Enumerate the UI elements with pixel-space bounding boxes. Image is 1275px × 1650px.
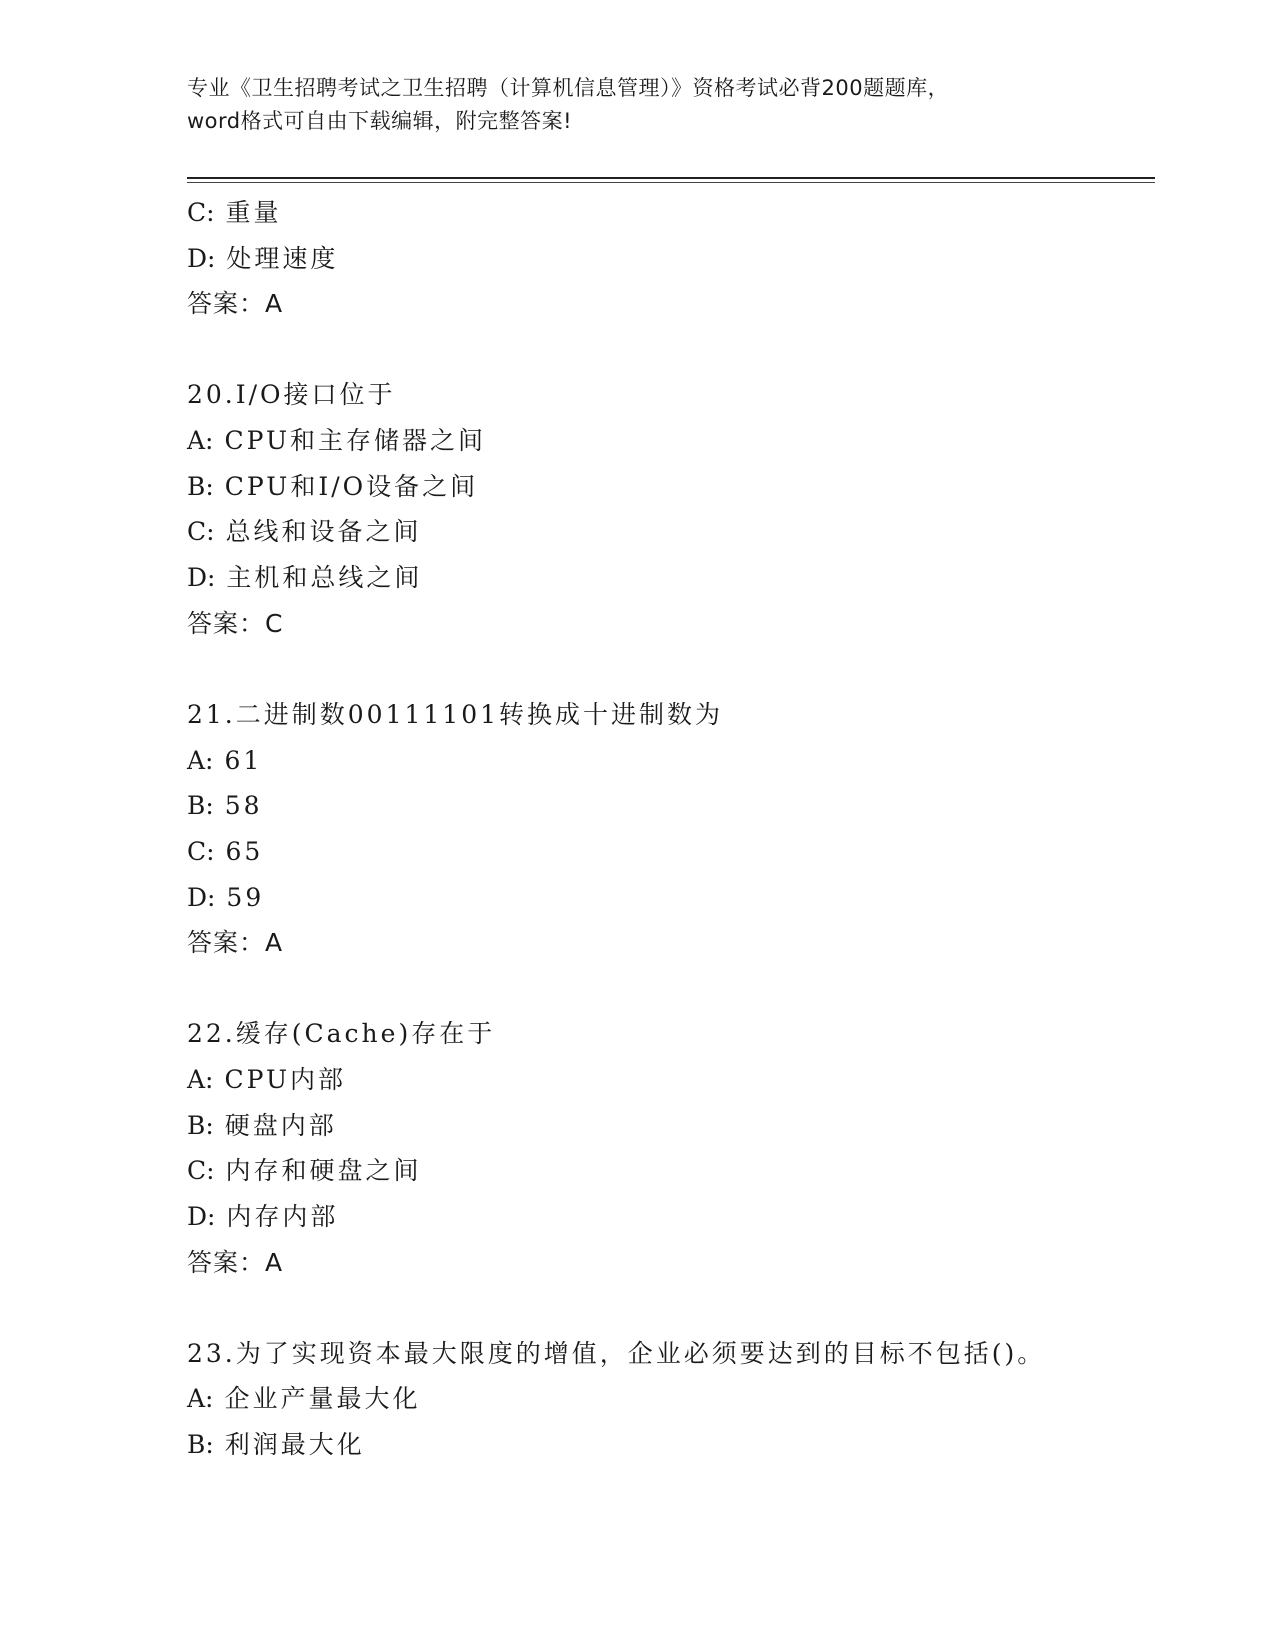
header-line-2: word格式可自由下载编辑，附完整答案!	[187, 109, 573, 133]
option-b	[187, 1103, 1155, 1149]
option-text: 主机和总线之间	[226, 563, 423, 593]
option-label: A:	[187, 745, 214, 775]
option-label: A:	[187, 426, 214, 456]
question-stem: 20.I/O接口位于	[187, 380, 396, 410]
spacer	[187, 327, 1155, 372]
option-label: B:	[187, 1430, 214, 1460]
option-c	[187, 829, 1155, 875]
question-stem: 22.缓存(Cache)存在于	[187, 1019, 496, 1049]
option-text: 59	[226, 882, 265, 912]
question-22	[187, 1011, 1155, 1285]
option-text: 58	[224, 791, 263, 821]
option-label: B:	[187, 471, 214, 501]
option-label: C:	[187, 198, 215, 227]
option-c	[187, 1148, 1155, 1194]
option-d	[187, 555, 1155, 601]
answer: 答案：A	[187, 289, 284, 319]
question-23	[187, 1331, 1155, 1468]
option-text: 企业产量最大化	[224, 1384, 421, 1414]
option-text: 内存内部	[226, 1202, 339, 1231]
option-text: 利润最大化	[224, 1430, 365, 1460]
option-text: 内存和硬盘之间	[225, 1156, 422, 1186]
option-d	[187, 1194, 1155, 1240]
option-text: 65	[225, 836, 264, 866]
option-a	[187, 418, 1155, 464]
option-label: B:	[187, 1110, 214, 1140]
header-rule-thick	[187, 177, 1155, 179]
option-c	[187, 509, 1155, 555]
option-a	[187, 1376, 1155, 1422]
option-text: 总线和设备之间	[225, 517, 422, 547]
spacer	[187, 1286, 1155, 1331]
option-a	[187, 1057, 1155, 1103]
question-list	[187, 190, 1155, 1468]
header-line-1: 专业《卫生招聘考试之卫生招聘（计算机信息管理）》资格考试必背200题题库，	[187, 76, 950, 100]
option-text: 硬盘内部	[224, 1110, 337, 1140]
option-label: A:	[187, 1384, 214, 1414]
option-d	[187, 875, 1155, 921]
option-label: C:	[187, 517, 215, 547]
question-20	[187, 372, 1155, 646]
question-21	[187, 692, 1155, 966]
option-label: C:	[187, 836, 215, 866]
question-19-continuation	[187, 190, 1155, 327]
option-label: D:	[187, 1202, 216, 1231]
option-b	[187, 783, 1155, 829]
option-label: C:	[187, 1156, 215, 1186]
document-header	[187, 72, 1087, 138]
spacer	[187, 966, 1155, 1011]
option-text: CPU和主存储器之间	[224, 426, 487, 456]
question-stem: 23.为了实现资本最大限度的增值，企业必须要达到的目标不包括()。	[187, 1338, 1046, 1368]
option-text: CPU和I/O设备之间	[224, 471, 479, 501]
option-label: A:	[187, 1064, 214, 1094]
answer: 答案：A	[187, 1247, 284, 1277]
option-a	[187, 738, 1155, 784]
option-b	[187, 464, 1155, 510]
option-c	[187, 190, 1155, 236]
option-label: D:	[187, 882, 216, 912]
option-b	[187, 1422, 1155, 1468]
option-d	[187, 236, 1155, 282]
answer: 答案：C	[187, 608, 284, 638]
option-label: D:	[187, 563, 216, 593]
option-text: 重量	[225, 198, 282, 227]
option-label: B:	[187, 791, 214, 821]
answer: 答案：A	[187, 928, 284, 958]
header-rule-thin	[187, 182, 1155, 183]
option-text: 处理速度	[226, 243, 339, 273]
option-text: CPU内部	[224, 1064, 347, 1094]
option-label: D:	[187, 243, 216, 273]
spacer	[187, 647, 1155, 692]
question-stem: 21.二进制数00111101转换成十进制数为	[187, 699, 724, 729]
option-text: 61	[224, 745, 263, 775]
